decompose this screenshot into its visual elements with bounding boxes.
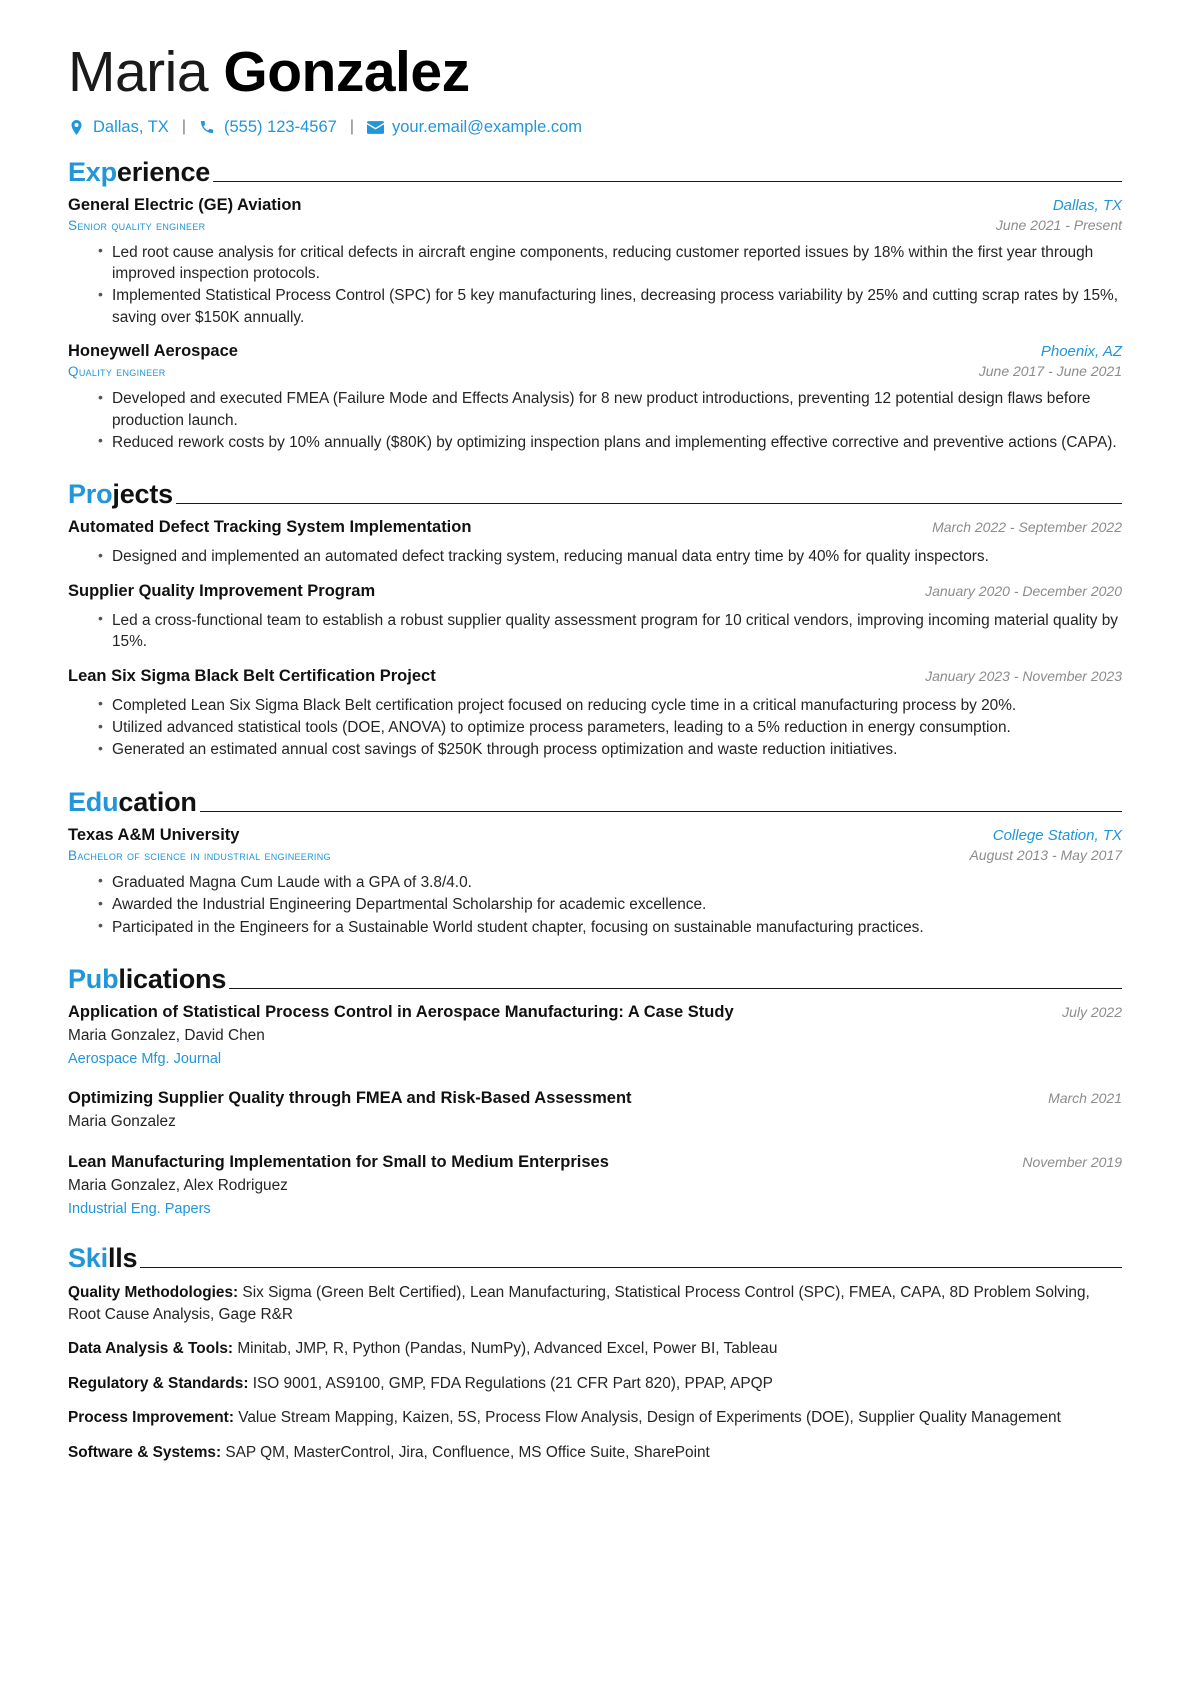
publication-title: Optimizing Supplier Quality through FMEA and Risk-Based Assessment	[68, 1089, 632, 1108]
section-title-rest: lls	[107, 1243, 138, 1274]
project-detail-list	[68, 695, 1122, 761]
contact-location-text: Dallas, TX	[93, 117, 169, 136]
skill-category: Process Improvement:	[68, 1409, 234, 1427]
list-item: • Led root cause analysis for critical defects in aircraft engine components, reducing customer reported issues by 18% within the first year through improved inspection protocols.	[98, 242, 1122, 285]
skill-row	[68, 1373, 1122, 1395]
section-divider	[200, 811, 1122, 812]
section-title-rest: jects	[112, 479, 173, 510]
list-item: • Developed and executed FMEA (Failure Mode and Effects Analysis) for 8 new product introductions, preventing 12 potential design flaws before production launch.	[98, 388, 1122, 431]
last-name: Gonzalez	[223, 40, 470, 104]
section-title-highlight: Pub	[68, 964, 119, 995]
employer-location: Phoenix, AZ	[1040, 343, 1122, 361]
job-title: Quality engineer	[68, 364, 166, 380]
project-entry	[68, 518, 1122, 567]
section-header-skills	[68, 1245, 1122, 1272]
publication-authors: Maria Gonzalez	[68, 1113, 176, 1131]
page-title	[68, 42, 1122, 104]
entry-header	[68, 826, 1122, 845]
section-divider	[176, 503, 1122, 504]
skill-values: Six Sigma (Green Belt Certified), Lean Manufacturing, Statistical Process Control (SPC), FMEA, CAPA, 8D Problem Solving, Root Cause Analysis, Gage R&R	[68, 1284, 1090, 1323]
skill-row	[68, 1407, 1122, 1429]
education-detail-list	[68, 872, 1122, 938]
skill-values: ISO 9001, AS9100, GMP, FDA Regulations (21 CFR Part 820), PPAP, APQP	[248, 1374, 773, 1392]
education-dates: August 2013 - May 2017	[969, 846, 1122, 863]
entry-header	[68, 1153, 1122, 1172]
responsibility-list	[68, 242, 1122, 329]
contact-email[interactable]	[367, 118, 582, 137]
contact-phone[interactable]	[199, 118, 337, 137]
section-title-highlight: Exp	[68, 156, 117, 187]
skill-values: SAP QM, MasterControl, Jira, Confluence, MS Office Suite, SharePoint	[221, 1443, 710, 1461]
list-item: • Awarded the Industrial Engineering Departmental Scholarship for academic excellence.	[98, 894, 1122, 915]
employment-dates: June 2017 - June 2021	[978, 363, 1122, 380]
employer-location: Dallas, TX	[1052, 196, 1122, 214]
responsibility-list	[68, 388, 1122, 453]
section-title-highlight: Edu	[68, 786, 119, 817]
publication-venue: Aerospace Mfg. Journal	[68, 1051, 222, 1068]
section-skills	[68, 1245, 1122, 1463]
project-entry	[68, 582, 1122, 653]
entry-subheader	[68, 847, 1122, 863]
project-entry	[68, 667, 1122, 761]
employer-name: General Electric (GE) Aviation	[68, 195, 302, 214]
publication-authors: Maria Gonzalez, Alex Rodriguez	[68, 1177, 288, 1195]
skill-category: Data Analysis & Tools:	[68, 1340, 234, 1358]
contact-separator: |	[349, 118, 354, 136]
contact-location[interactable]	[68, 118, 169, 137]
spacer	[68, 1223, 1122, 1239]
publication-entry	[68, 1003, 1122, 1067]
project-name: Lean Six Sigma Black Belt Certification Project	[68, 666, 436, 685]
entry-header	[68, 582, 1122, 601]
publication-authors: Maria Gonzalez, David Chen	[68, 1027, 265, 1045]
list-item: • Completed Lean Six Sigma Black Belt certification project focused on reducing cycle time in a critical manufacturing process by 20%.	[98, 695, 1122, 716]
section-title-highlight: Pro	[68, 479, 113, 510]
location-pin-icon	[68, 119, 85, 136]
section-education	[68, 786, 1122, 938]
employment-dates: June 2021 - Present	[995, 216, 1122, 233]
section-experience	[68, 156, 1122, 454]
skill-category: Software & Systems:	[68, 1443, 222, 1461]
school-location: College Station, TX	[992, 826, 1122, 844]
project-detail-list	[68, 610, 1122, 653]
contact-phone-text: (555) 123-4567	[223, 117, 337, 136]
section-divider	[213, 181, 1122, 182]
entry-header	[68, 1003, 1122, 1022]
skill-row	[68, 1282, 1122, 1325]
section-title-rest: lications	[118, 964, 227, 995]
spacer	[68, 767, 1122, 783]
section-publications	[68, 966, 1122, 1217]
experience-entry	[68, 342, 1122, 453]
section-title-rest: erience	[116, 156, 211, 187]
education-entry	[68, 826, 1122, 938]
contact-email-text: your.email@example.com	[391, 117, 583, 136]
publication-entry	[68, 1153, 1122, 1217]
list-item: • Utilized advanced statistical tools (DOE, ANOVA) to optimize process parameters, leading to a 5% reduction in energy consumption.	[98, 717, 1122, 738]
school-name: Texas A&M University	[68, 825, 240, 844]
spacer	[68, 944, 1122, 960]
section-title-rest: cation	[118, 786, 197, 817]
contact-separator: |	[181, 118, 186, 136]
project-name: Supplier Quality Improvement Program	[68, 581, 376, 600]
envelope-icon	[367, 119, 384, 136]
contact-line	[68, 118, 1122, 137]
section-title-highlight: Ski	[68, 1243, 108, 1274]
list-item: • Implemented Statistical Process Control (SPC) for 5 key manufacturing lines, decreasing process variability by 25% and cutting scrap rates by 15%, saving over $150K annually.	[98, 285, 1122, 328]
publication-venue: Industrial Eng. Papers	[68, 1201, 211, 1218]
project-detail-list	[68, 546, 1122, 567]
entry-header	[68, 196, 1122, 215]
skill-values: Value Stream Mapping, Kaizen, 5S, Process Flow Analysis, Design of Experiments (DOE), Supplier Quality Management	[233, 1409, 1061, 1427]
project-dates: January 2023 - November 2023	[925, 667, 1122, 684]
first-name: Maria	[68, 40, 209, 104]
section-title-education	[68, 786, 197, 817]
skill-values: Minitab, JMP, R, Python (Pandas, NumPy), Advanced Excel, Power BI, Tableau	[233, 1340, 778, 1358]
entry-header	[68, 1089, 1122, 1108]
publication-date: March 2021	[1048, 1090, 1122, 1107]
section-title-experience	[68, 156, 211, 187]
entry-header	[68, 667, 1122, 686]
list-item: • Generated an estimated annual cost savings of $250K through process optimization and waste reduction initiatives.	[98, 739, 1122, 760]
resume-header	[68, 42, 1122, 137]
list-item: • Designed and implemented an automated defect tracking system, reducing manual data entry time by 40% for quality inspectors.	[98, 546, 1122, 567]
list-item: • Participated in the Engineers for a Sustainable World student chapter, focusing on sustainable manufacturing practices.	[98, 917, 1122, 938]
phone-icon	[199, 119, 216, 136]
list-item: • Graduated Magna Cum Laude with a GPA of 3.8/4.0.	[98, 872, 1122, 893]
entry-header	[68, 518, 1122, 537]
degree-title: Bachelor of science in industrial engineering	[68, 847, 331, 863]
skill-row	[68, 1338, 1122, 1360]
section-header-experience	[68, 156, 1122, 187]
project-dates: March 2022 - September 2022	[932, 519, 1122, 536]
section-header-projects	[68, 481, 1122, 508]
spacer	[68, 459, 1122, 475]
section-title-projects	[68, 481, 173, 508]
employer-name: Honeywell Aerospace	[68, 342, 238, 361]
list-item: • Reduced rework costs by 10% annually ($80K) by optimizing inspection plans and implementing effective corrective and preventive actions (CAPA).	[98, 432, 1122, 453]
section-divider	[229, 988, 1122, 989]
section-title-skills	[68, 1245, 137, 1272]
publication-date: July 2022	[1062, 1004, 1122, 1021]
section-header-publications	[68, 966, 1122, 993]
publication-title: Application of Statistical Process Control in Aerospace Manufacturing: A Case Study	[68, 1003, 734, 1022]
list-item: • Led a cross-functional team to establish a robust supplier quality assessment program for 10 critical vendors, improving incoming material quality by 15%.	[98, 610, 1122, 653]
section-divider	[140, 1267, 1122, 1268]
skill-category: Quality Methodologies:	[68, 1284, 239, 1302]
entry-subheader	[68, 363, 1122, 379]
section-header-education	[68, 786, 1122, 817]
section-projects	[68, 481, 1122, 760]
experience-entry	[68, 196, 1122, 329]
entry-header	[68, 342, 1122, 361]
skill-category: Regulatory & Standards:	[68, 1374, 249, 1392]
publication-entry	[68, 1089, 1122, 1131]
entry-subheader	[68, 217, 1122, 233]
publication-title: Lean Manufacturing Implementation for Small to Medium Enterprises	[68, 1153, 609, 1172]
project-name: Automated Defect Tracking System Implementation	[68, 518, 472, 537]
project-dates: January 2020 - December 2020	[925, 582, 1122, 599]
job-title: Senior quality engineer	[68, 217, 206, 233]
publication-date: November 2019	[1022, 1154, 1122, 1171]
skill-row	[68, 1442, 1122, 1464]
section-title-publications	[68, 966, 226, 993]
